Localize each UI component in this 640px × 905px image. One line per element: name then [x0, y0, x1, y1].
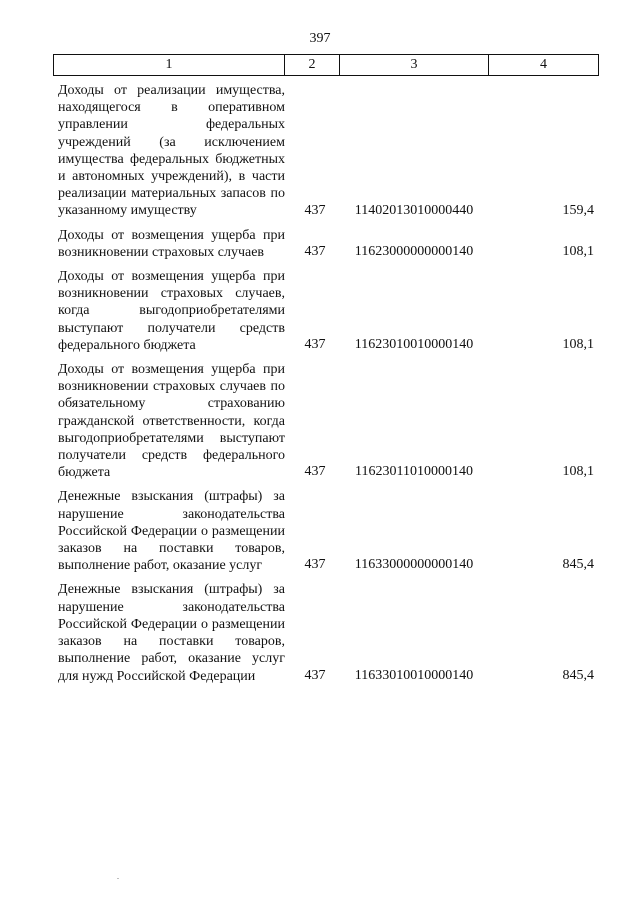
income-name: Доходы от возмещения ущерба при возникновении страховых случаев по обязательному страхованию гражданской ответственности, когда выгодоприобретателями выступают получатели средств федерального бюджета	[58, 362, 285, 481]
amount: 159,4	[562, 202, 594, 218]
income-name: Денежные взыскания (штрафы) за нарушение законодательства Российской Федерации о размещении заказов на поставки товаров, выполнение работ, оказание услуг	[58, 489, 285, 574]
column-header-1: 1	[54, 55, 285, 76]
scan-speck: .	[117, 872, 119, 881]
budget-classification-code: 11623011010000140	[355, 464, 473, 480]
budget-classification-code: 11402013010000440	[354, 202, 474, 218]
table-row	[53, 488, 598, 574]
table-row	[53, 268, 598, 354]
admin-code: 437	[304, 557, 326, 573]
admin-code: 437	[304, 244, 326, 260]
amount: 845,4	[562, 667, 594, 683]
income-name: Доходы от возмещения ущерба при возникновении страховых случаев	[58, 227, 285, 260]
admin-code: 437	[304, 337, 326, 353]
column-header-4: 4	[489, 55, 599, 76]
budget-classification-code: 11633000000000140	[354, 557, 474, 573]
page-number: 397	[309, 31, 331, 46]
admin-code: 437	[304, 202, 326, 218]
admin-code: 437	[304, 667, 326, 683]
column-header-3: 3	[340, 55, 489, 76]
table-row	[53, 227, 598, 261]
table-row	[53, 82, 598, 220]
amount: 108,1	[562, 337, 594, 353]
admin-code: 437	[304, 464, 326, 480]
budget-classification-code: 11623000000000140	[354, 244, 474, 260]
column-header-row	[54, 55, 599, 76]
income-name: Денежные взыскания (штрафы) за нарушение законодательства Российской Федерации о размещении заказов на поставки товаров, выполнение работ, оказание услуг для нужд Российской Федерации	[58, 582, 285, 684]
income-name: Доходы от возмещения ущерба при возникновении страховых случаев, когда выгодоприобретателями выступают получатели средств федерального бюджета	[58, 269, 285, 353]
table-body	[53, 82, 598, 692]
table-row	[53, 581, 598, 684]
amount: 845,4	[562, 557, 594, 573]
table-row	[53, 361, 598, 481]
income-name: Доходы от реализации имущества, находящегося в оперативном управлении федеральных учреждений (за исключением имущества федеральных бюджетных и автономных учреждений), в части реализации материальных запасов по указанному имуществу	[58, 83, 285, 219]
budget-classification-code: 11633010010000140	[354, 667, 474, 683]
budget-classification-code: 11623010010000140	[354, 337, 474, 353]
amount: 108,1	[562, 244, 594, 260]
amount: 108,1	[562, 464, 594, 480]
column-header-table	[53, 54, 599, 76]
column-header-2: 2	[285, 55, 340, 76]
